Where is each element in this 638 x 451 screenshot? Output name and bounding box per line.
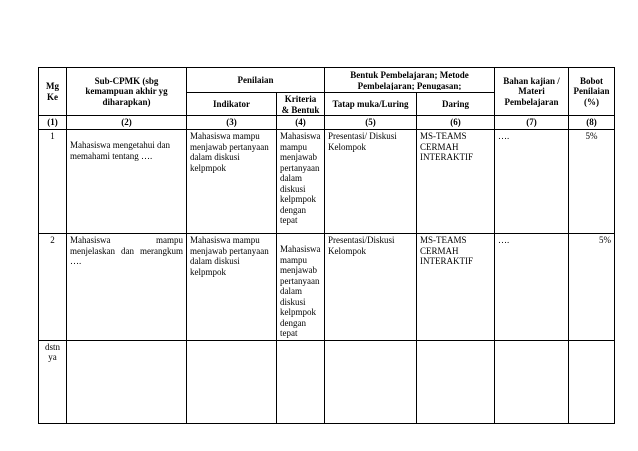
cell-kriteria: Mahasiswa mampu menjawab pertanyaan dalam diskusi kelpmpok dengan tepat xyxy=(277,234,325,341)
cell-mg: dstn ya xyxy=(39,340,67,423)
cell-empty xyxy=(187,340,277,423)
cell-daring: MS-TEAMS CERMAH INTERAKTIF xyxy=(417,130,495,234)
cell-bobot: 5% xyxy=(569,234,615,341)
header-penilaian: Penilaian xyxy=(187,68,325,93)
cell-empty xyxy=(495,340,569,423)
cell-mg: 2 xyxy=(39,234,67,341)
cell-empty xyxy=(417,340,495,423)
cell-sub-cpmk: Mahasiswa mampu menjelaskan dan merangkum …. xyxy=(67,234,187,341)
table-row xyxy=(39,130,615,234)
cell-bahan: …. xyxy=(495,234,569,341)
col-number: (3) xyxy=(187,116,277,130)
header-bahan-kajian: Bahan kajian / Materi Pembelajaran xyxy=(495,68,569,116)
table-row xyxy=(39,234,615,341)
col-number: (7) xyxy=(495,116,569,130)
cell-bobot: 5% xyxy=(569,130,615,234)
cell-kriteria: Mahasiswa mampu menjawab pertanyaan dalam diskusi kelpmpok dengan tepat xyxy=(277,130,325,234)
col-number: (2) xyxy=(67,116,187,130)
cell-tatap-muka: Presentasi/ Diskusi Kelompok xyxy=(325,130,417,234)
cell-empty xyxy=(569,340,615,423)
cell-daring: MS-TEAMS CERMAH INTERAKTIF xyxy=(417,234,495,341)
col-number: (1) xyxy=(39,116,67,130)
table-row xyxy=(39,340,615,423)
rps-table xyxy=(38,67,615,424)
col-number: (5) xyxy=(325,116,417,130)
cell-tatap-muka: Presentasi/Diskusi Kelompok xyxy=(325,234,417,341)
cell-indikator: Mahasiswa mampu menjawab pertanyaan dalam diskusi kelpmpok xyxy=(187,130,277,234)
header-mg-ke: Mg Ke xyxy=(39,68,67,116)
header-tatap-muka: Tatap muka/Luring xyxy=(325,93,417,116)
cell-sub-cpmk: Mahasiswa mengetahui dan memahami tentang …. xyxy=(67,130,187,234)
cell-empty xyxy=(325,340,417,423)
cell-mg: 1 xyxy=(39,130,67,234)
header-daring: Daring xyxy=(417,93,495,116)
header-kriteria: Kriteria & Bentuk xyxy=(277,93,325,116)
column-number-row xyxy=(39,116,615,130)
header-row-1 xyxy=(39,68,615,93)
header-bobot: Bobot Penilaian (%) xyxy=(569,68,615,116)
col-number: (8) xyxy=(569,116,615,130)
cell-indikator: Mahasiswa mampu menjawab pertanyaan dalam diskusi kelpmpok xyxy=(187,234,277,341)
cell-empty xyxy=(277,340,325,423)
cell-bahan: …. xyxy=(495,130,569,234)
header-sub-cpmk: Sub-CPMK (sbg kemampuan akhir yg diharapkan) xyxy=(67,68,187,116)
col-number: (6) xyxy=(417,116,495,130)
header-indikator: Indikator xyxy=(187,93,277,116)
cell-empty xyxy=(67,340,187,423)
col-number: (4) xyxy=(277,116,325,130)
header-bentuk-pembelajaran: Bentuk Pembelajaran; Metode Pembelajaran; Penugasan; xyxy=(325,68,495,93)
